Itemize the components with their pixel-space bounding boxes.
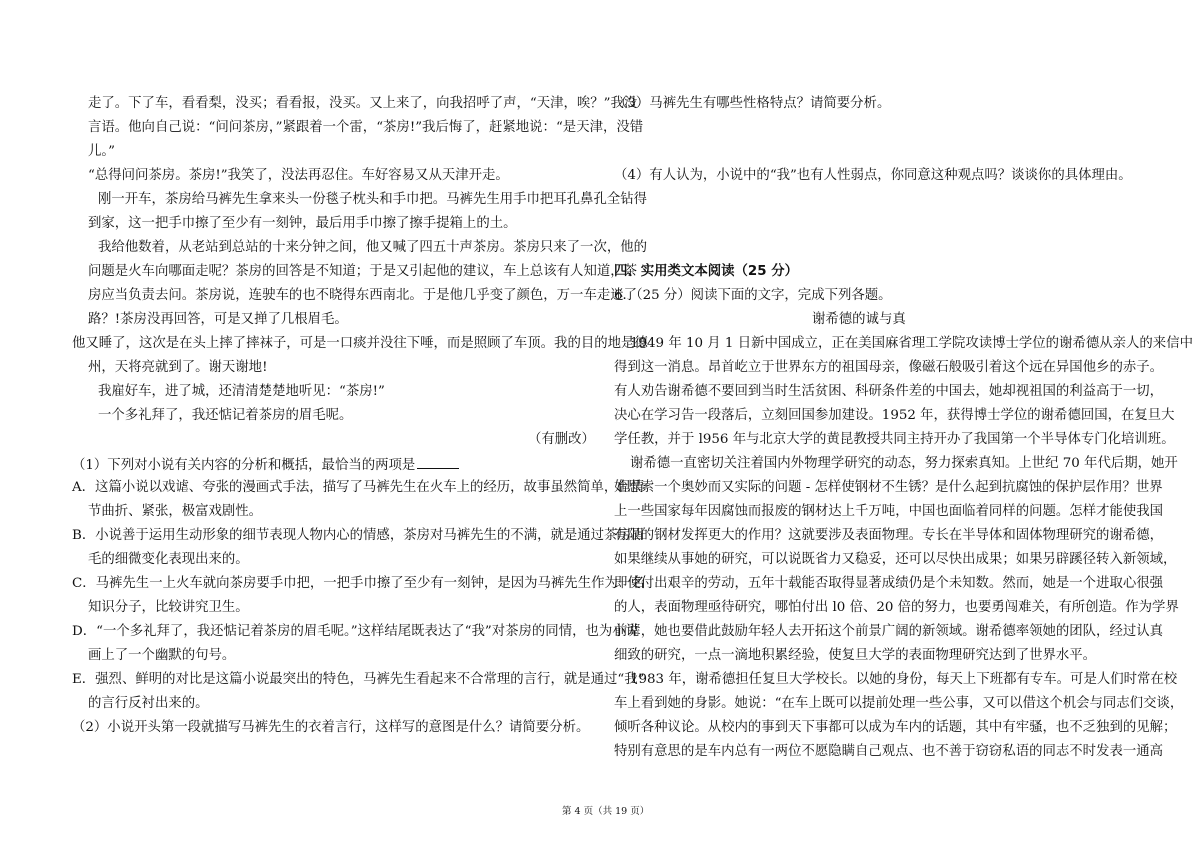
article-line: 有限的钢材发挥更大的作用？这就要涉及表面物理。专长在半导体和固体物理研究的谢希德， — [614, 528, 1164, 543]
option-d-cont: 画上了一个幽默的句号。 — [88, 648, 236, 663]
story-line: 州，天将亮就到了。谢天谢地! — [88, 360, 268, 375]
option-b-cont: 毛的细微变化表现出来的。 — [88, 552, 249, 567]
question-1 — [72, 456, 459, 474]
story-line: 到家，这一把手巾擦了至少有一刻钟，最后用手巾擦了擦手提箱上的土。 — [88, 216, 517, 231]
story-line: 走了。下了车，看看梨，没买；看看报，没买。又上来了，向我招呼了声，“天津，唉？”我没 — [88, 96, 638, 111]
story-line: 他又睡了，这次是在头上摔了摔袜子，可是一口痰并没往下唾，而是照顾了车顶。我的目的地是德 — [72, 336, 648, 351]
option-e-cont: 的言行反衬出来的。 — [88, 696, 209, 711]
story-line: 儿。” — [88, 144, 115, 159]
option-c-cont: 知识分子，比较讲究卫生。 — [88, 600, 249, 615]
article-line: 如果继续从事她的研究，可以说既省力又稳妥，还可以尽快出成果；如果另辟蹊径转入新领域， — [614, 552, 1177, 567]
article-line: 1983 年，谢希德担任复旦大学校长。以她的身份，每天上下班都有专车。可是人们时常在校 — [630, 672, 1178, 687]
story-line: 一个多礼拜了，我还惦记着茶房的眉毛呢。 — [98, 408, 353, 423]
article-line: 细致的研究，一点一滴地积累经验，使复旦大学的表面物理研究达到了世界水平。 — [614, 648, 1097, 663]
article-line: 谢希德一直密切关注着国内外物理学研究的动态，努力探索真知。上世纪 70 年代后期，她开 — [630, 456, 1178, 471]
question-3: （3）马裤先生有哪些性格特点？请简要分析。 — [614, 96, 891, 111]
article-line: 上一些国家每年因腐蚀而报废的钢材达上千万吨，中国也面临着同样的问题。怎样才能使我国 — [614, 504, 1164, 519]
source-note: （有删改） — [528, 432, 595, 447]
article-line: 学任教，并于 l956 年与北京大学的黄昆教授共同主持开办了我国第一个半导体专门化培训班。 — [614, 432, 1175, 447]
option-a-cont: 节曲折、紧张，极富戏剧性。 — [88, 504, 263, 519]
article-line: 特别有意思的是车内总有一两位不愿隐瞒自己观点、也不善于窃窃私语的同志不时发表一通高 — [614, 744, 1164, 759]
question-2: （2）小说开头第一段就描写马裤先生的衣着言行，这样写的意图是什么？请简要分析。 — [72, 720, 590, 735]
answer-blank — [417, 456, 459, 469]
story-line: 我雇好车，进了城，还清清楚楚地听见：“茶房!” — [98, 384, 385, 399]
story-line: 刚一开车，茶房给马裤先生拿来头一份毯子枕头和手巾把。马裤先生用手巾把耳孔鼻孔全钻得 — [98, 192, 648, 207]
article-line: 始思索一个奥妙而又实际的问题 - 怎样使钢材不生锈？是什么起到抗腐蚀的保护层作用？世界 — [614, 480, 1163, 495]
question-4: （4）有人认为，小说中的“我”也有人性弱点，你同意这种观点吗？谈谈你的具体理由。 — [614, 168, 1132, 183]
option-c: C．马裤先生一上火车就向茶房要手巾把，一把手巾擦了至少有一刻钟，是因为马裤先生作为一名 — [72, 576, 645, 591]
article-line: 倾听各种议论。从校内的事到天下事都可以成为车内的话题，其中有牢骚，也不乏独到的见解； — [614, 720, 1177, 735]
story-line: 我给他数着，从老站到总站的十来分钟之间，他又喊了四五十声茶房。茶房只来了一次，他的 — [98, 240, 648, 255]
story-line: 路？!茶房没再回答，可是又掸了几根眉毛。 — [88, 312, 348, 327]
section-title: 四、实用类文本阅读（25 分） — [614, 264, 798, 279]
story-line: “总得问问茶房。茶房!”我笑了，没法再忍住。车好容易又从天津开走。 — [88, 168, 509, 183]
option-b: B．小说善于运用生动形象的细节表现人物内心的情感，茶房对马裤先生的不满，就是通过茶房眉 — [72, 528, 645, 543]
page-footer: 第 4 页（共 19 页） — [562, 806, 650, 817]
article-line: 有人劝告谢希德不要回到当时生活贫困、科研条件差的中国去，她却视祖国的利益高于一切， — [614, 384, 1164, 399]
article-line: 的人，表面物理亟待研究，哪怕付出 l0 倍、20 倍的努力，也要勇闯难关，有所创造。作为学界 — [614, 600, 1179, 615]
story-line: 问题是火车向哪面走呢？茶房的回答是不知道；于是又引起他的建议，车上总该有人知道，茶 — [88, 264, 638, 279]
article-line: 即使付出艰辛的劳动，五年十载能否取得显著成绩仍是个未知数。然而，她是一个进取心很强 — [614, 576, 1164, 591]
article-line: 决心在学习告一段落后，立刻回国参加建设。1952 年，获得博士学位的谢希德回国，在复旦大 — [614, 408, 1175, 423]
option-d: D．“一个多礼拜了，我还惦记着茶房的眉毛呢。”这样结尾既表达了“我”对茶房的同情，也为小说 — [72, 624, 640, 639]
option-a: A．这篇小说以戏谑、夸张的漫画式手法，描写了马裤先生在火车上的经历，故事虽然简单，但情 — [72, 480, 645, 495]
story-line: 房应当负责去问。茶房说，连驶车的也不晓得东西南北。于是他几乎变了颜色，万一车走迷了 — [88, 288, 638, 303]
question-6: 6．（25 分）阅读下面的文字，完成下列各题。 — [614, 288, 892, 303]
story-line: 言语。他向自己说：“问问茶房，”紧跟着一个雷，“茶房!”我后悔了，赶紧地说：“是天津，没错 — [88, 120, 644, 135]
article-line: 1949 年 10 月 1 日新中国成立，正在美国麻省理工学院攻读博士学位的谢希德从亲人的来信中 — [630, 336, 1193, 351]
option-e: E．强烈、鲜明的对比是这篇小说最突出的特色，马裤先生看起来不合常理的言行，就是通过“我” — [72, 672, 645, 687]
article-title: 谢希德的诚与真 — [812, 312, 906, 327]
article-line: 前辈，她也要借此鼓励年轻人去开拓这个前景广阔的新领域。谢希德率领她的团队，经过认真 — [614, 624, 1164, 639]
article-line: 得到这一消息。昂首屹立于世界东方的祖国母亲，像磁石般吸引着这个远在异国他乡的赤子。 — [614, 360, 1164, 375]
question-1-text: （1）下列对小说有关内容的分析和概括，最恰当的两项是 — [72, 458, 416, 473]
article-line: 车上看到她的身影。她说：“在车上既可以提前处理一些公事，又可以借这个机会与同志们交谈， — [614, 696, 1184, 711]
